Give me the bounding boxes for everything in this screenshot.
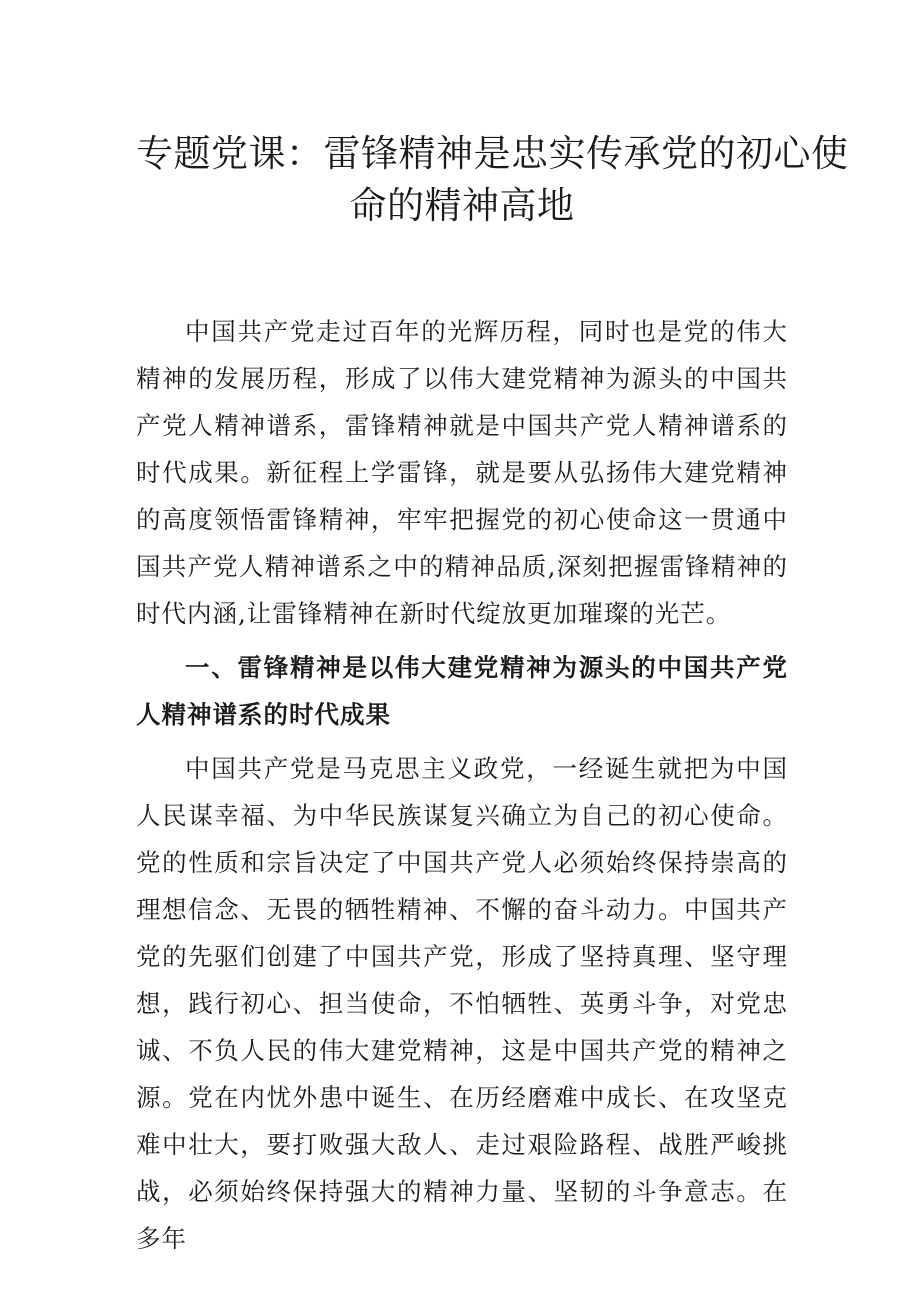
section-heading-1: 一、雷锋精神是以伟大建党精神为源头的中国共产党人精神谱系的时代成果 [136,653,788,729]
title-line-1: 专题党课：雷锋精神是忠实传承党的初心使 [136,132,849,175]
intro-paragraph: 中国共产党走过百年的光辉历程，同时也是党的伟大精神的发展历程，形成了以伟大建党精神为源头的中国共产党人精神谱系，雷锋精神就是中国共产党人精神谱系的时代成果。新征程上学雷锋，就是要从弘扬伟大建党精神的高度领悟雷锋精神，牢牢把握党的初心使命这一贯通中国共产党人精神谱系之中的精神品质,深刻把握雷锋精神的时代内涵,让雷锋精神在新时代绽放更加璀璨的光芒。 [136,317,788,628]
document-body [136,308,788,1262]
section-1-paragraph: 中国共产党是马克思主义政党，一经诞生就把为中国人民谋幸福、为中华民族谋复兴确立为自己的初心使命。党的性质和宗旨决定了中国共产党人必须始终保持崇高的理想信念、无畏的牺牲精神、不懈的奋斗动力。中国共产党的先驱们创建了中国共产党，形成了坚持真理、坚守理想，践行初心、担当使命，不怕牺牲、英勇斗争，对党忠诚、不负人民的伟大建党精神，这是中国共产党的精神之源。党在内忧外患中诞生、在历经磨难中成长、在攻坚克难中壮大，要打败强大敌人、走过艰险路程、战胜严峻挑战，必须始终保持强大的精神力量、坚韧的斗争意志。在多年 [136,754,788,1253]
title-line-2: 命的精神高地 [349,184,575,227]
document-title [136,128,849,232]
